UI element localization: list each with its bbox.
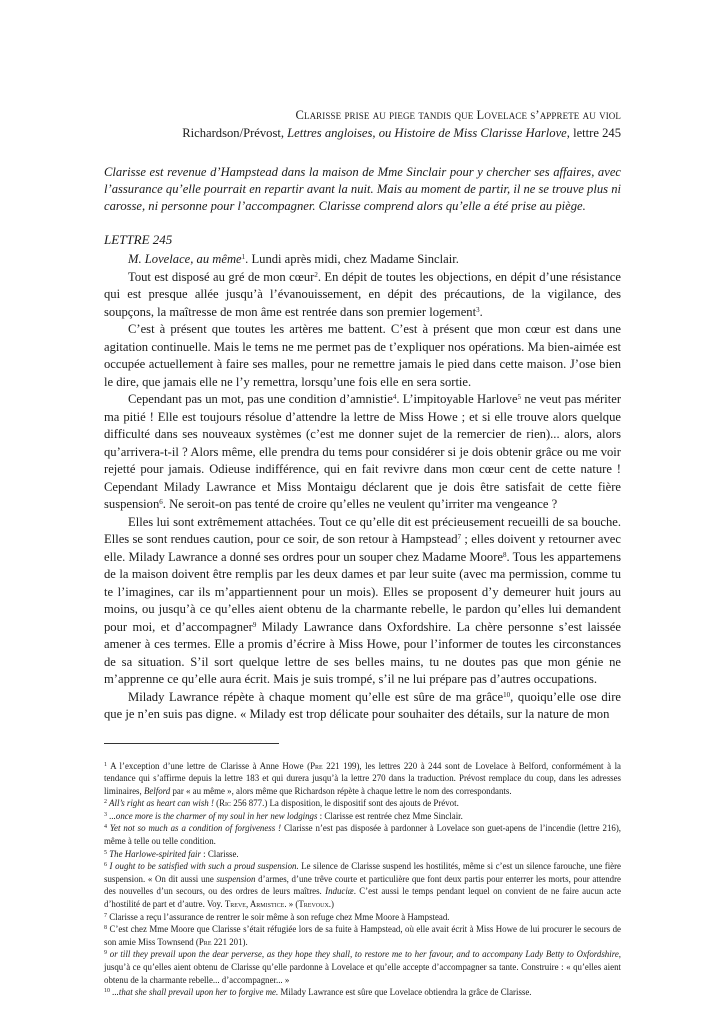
footnote-ref-6: 6 bbox=[159, 498, 163, 506]
footnote-10: $^{10}$ ...that she shall prevail upon her to forgive me. Milady Lawrance est sûre que Lovelace obtiendra la grâce de Clarisse. bbox=[104, 987, 532, 998]
footnote-ref-3: 3 bbox=[476, 305, 480, 314]
paragraph-4: Elles lui sont extrêmement attachées. Tout ce qu’elle dit est précieusement recueilli de sa bouche. Elles se sont rendues caution, pour ce soir, de son retour à Hampstead$^7$ ; elles doivent y retourner avec elle. Milady Lawrance a donné ses ordres pour un souper chez Madame Moore$^8$. Tous les appartemens de la maison doivent être remplis par les deux dames et par leur suite (avec ma permission, comme tu te l’imagines, car ils m’appartiennent pour un mois). Elles se proposent d’y demeurer huit jours au moins, ou jusqu’à ce qu’elles aient obtenu de la charmante rebelle, le pardon qu’elles lui demandent pour moi, et d’accompagner$^9$ Milady Lawrance dans Oxfordshire. La chère personne s’est laissée amener à ces termes. Elle a promis d’écrire à Miss Howe, pour l’informer de toutes les circonstances de sa situation. S’il sort quelque lettre de ses belles mains, tu ne doutes pas que mon génie ne m’apprenne ce qu’elle aura écrit. Mais je suis trompé, s’il ne lui prépare pas d’autres occupations. bbox=[104, 514, 621, 686]
salutation: M. Lovelace, au même$^1$. Lundi après midi, chez Madame Sinclair. bbox=[128, 252, 459, 266]
letter-title: LETTRE 245 bbox=[104, 232, 173, 247]
running-header bbox=[104, 106, 621, 142]
footnote-ref-10: 10 bbox=[503, 690, 511, 699]
header-source: Richardson/Prévost, Lettres angloises, ou Histoire de Miss Clarisse Harlove, lettre 245 bbox=[182, 126, 621, 140]
footnote-ref-4: 4 bbox=[392, 393, 397, 401]
paragraph-2: C’est à présent que toutes les artères me battent. C’est à présent que mon cœur est dans une agitation continuelle. Mais le tems ne me permet pas de t’expliquer nos opérations. Ma bien-aimée est occupée actuellement à faire ses malles, pour ne remettre jamais le pied dans cette maison. J’ose bien le dire, que jamais elle ne l’y remettra, lorsqu’une fois elle en sera sortie. bbox=[104, 322, 621, 389]
footnote-1: $^1$ A l’exception d’une lettre de Clarisse à Anne Howe (Pre 221 199), les lettres 220 à 244 sont de Lovelace à Belford, conformément à la tendance qui s’affirme depuis la lettre 183 et qui durera jusqu’à la lettre 270 dans la traduction. Prévost remplace du coup, dans les adresses liminaires, Belford par « au même », alors même que Richardson répète à chaque lettre le nom des correspondants. bbox=[104, 760, 621, 796]
footnote-separator bbox=[104, 743, 279, 744]
footnote-6: $^6$ I ought to be satisfied with such a proud suspension. Le silence de Clarisse suspend les hostilités, même si c’est un silence farouche, une fière suspension. « On dit aussi une suspension d’armes, d’une trêve courte et particulière que font deux partis pour enterrer les morts, pour attendre des nouvelles d’un secours, ou des ordres de leurs maîtres. Induciæ. C’est aussi le temps pendant lequel on convient de ne faire aucun acte d’hostilité de part et d’autre. Voy. Treve, Armistice. » (Trevoux.) bbox=[104, 861, 621, 910]
paragraph-5: Milady Lawrance répète à chaque moment qu’elle est sûre de ma grâce$^{10}$, quoiqu’elle ose dire que je n’en suis pas digne. « Milady est trop délicate pour souhaiter des détails, sur la nature de mon bbox=[104, 689, 621, 721]
footnote-ref-2: 2 bbox=[314, 270, 318, 279]
paragraph-3: Cependant pas un mot, pas une condition d’amnistie$^4$. L’impitoyable Harlove$^5$ ne veut pas mériter ma pitié ! Elle est toujours résolue d’attendre la lettre de Miss Howe ; et si elle trouve alors quelque difficulté dans ses nouveaux systèmes (c’est me donner sujet de la remercier de rien)... alors, alors qu’arrivera-t-il ? Alors même, elle prendra du tems pour considérer si je dois obtenir grâce ou me voir rejetté pour jamais. Odieuse indifférence, qui en fait revivre dans mon cœur cent de cette nature ! Cependant Milady Lawrance et Miss Montaigu déclarent que je dois être satisfait de cette fière suspension$^6$. Ne seroit-on pas tenté de croire qu’elles ne veulent qu’irriter ma vengeance ? bbox=[104, 392, 622, 511]
footnote-ref-5: 5 bbox=[517, 393, 522, 401]
footnote-3: $^3$ ...once more is the charmer of my soul in her new lodgings : Clarisse est rentrée chez Mme Sinclair. bbox=[104, 810, 463, 821]
footnote-4: $^4$ Yet not so much as a condition of forgiveness ! Clarisse n’est pas disposée à pardonner à Lovelace son guet-apens de l’incendie (lettre 216), même à telle ou telle condition. bbox=[104, 823, 621, 847]
letter-body bbox=[104, 251, 621, 724]
footnote-2: $^2$ All’s right as heart can wish ! (Ric 256 877.) La disposition, le dispositif sont des ajouts de Prévot. bbox=[104, 798, 459, 809]
footnote-ref-8: 8 bbox=[503, 550, 507, 559]
footnote-ref-7: 7 bbox=[457, 533, 462, 541]
footnotes bbox=[104, 760, 621, 999]
footnote-8: $^8$ C’est chez Mme Moore que Clarisse s’était réfugiée lors de sa fuite à Hampstead, où elle avait écrit à Miss Howe de lui procurer le secours de son amie Miss Townsend (Pre 221 201). bbox=[104, 924, 621, 947]
footnote-ref-1: 1 bbox=[241, 253, 246, 261]
footnote-ref-9: 9 bbox=[252, 620, 257, 629]
paragraph-1: Tout est disposé au gré de mon cœur$^2$. En dépit de toutes les objections, en dépit d’une résistance qui est presque allée jusqu’à l’évanouissement, en dépit des précautions, de la vigilance, des soupçons, la maîtresse de mon âme est rentrée dans son premier logement$^3$. bbox=[104, 269, 621, 319]
footnote-5: $^5$ The Harlowe-spirited fair : Clarisse. bbox=[104, 848, 239, 859]
footnote-7: $^7$ Clarisse a reçu l’assurance de rentrer le soir même à son refuge chez Mme Moore à Hampstead. bbox=[104, 911, 450, 922]
footnote-9: $^9$ or till they prevail upon the dear perverse, as they hope they shall, to restore me to her favour, and to accompany Lady Betty to Oxfordshire, jusqu’à ce qu’elles aient obtenu de Clarisse qu’elle pardonne à Lovelace et qu’elle accepte d’accompagner sa tante. Construire : « qu’elles aient obtenu de la charmante rebelle... d’accompagner... » bbox=[104, 949, 621, 985]
header-title: Clarisse prise au piege tandis que Lovelace s’apprete au viol bbox=[295, 108, 621, 122]
work-title: Lettres angloises, ou Histoire de Miss Clarisse Harlove bbox=[287, 126, 567, 140]
intro-summary: Clarisse est revenue d’Hampstead dans la maison de Mme Sinclair pour y chercher ses affaires, avec l’assurance qu’elle pourrait en repartir avant la nuit. Mais au moment de partir, il ne se trouve plus ni carosse, ni personne pour l’accompagner. Clarisse comprend alors qu’elle a été prise au piège. bbox=[104, 165, 621, 213]
